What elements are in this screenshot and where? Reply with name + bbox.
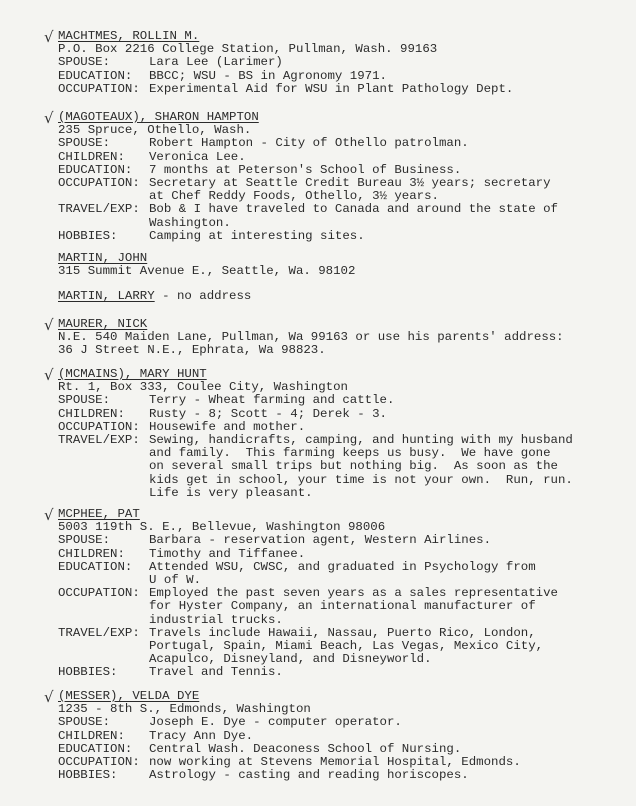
field-label: CHILDREN: <box>58 406 125 421</box>
field-value: Timothy and Tiffanee. <box>149 546 306 561</box>
field-value: Acapulco, Disneyland, and Disneyworld. <box>149 652 432 667</box>
field-value: Terry - Wheat farming and cattle. <box>149 393 395 408</box>
entry-address: P.O. Box 2216 College Station, Pullman, Wash. 99163 <box>58 42 438 57</box>
entry-note: - no address <box>154 289 252 303</box>
directory-entry <box>44 506 618 680</box>
field-label: EDUCATION: <box>58 162 133 177</box>
entry-name: MAURER, NICK <box>58 317 148 331</box>
field-label: EDUCATION: <box>58 741 133 756</box>
check-mark-icon: √ <box>44 109 54 127</box>
entry-name: (MCMAINS), MARY HUNT <box>58 367 207 381</box>
field-value: now working at Stevens Memorial Hospital, Edmonds. <box>149 755 521 770</box>
field-value: Life is very pleasant. <box>149 485 313 500</box>
field-label: OCCUPATION: <box>58 755 140 770</box>
entry-address: 1235 - 8th S., Edmonds, Washington <box>58 702 311 717</box>
field-value: kids get in school, your time is not your own. Run, run. <box>149 472 573 487</box>
entry-name: (MESSER), VELDA DYE <box>58 689 200 703</box>
field-value: and family. This farming keeps us busy. We have gone <box>149 446 551 461</box>
directory-entry <box>44 28 618 96</box>
field-value: Experimental Aid for WSU in Plant Pathology Dept. <box>149 81 514 96</box>
field-label: OCCUPATION: <box>58 419 140 434</box>
directory-entry <box>58 252 618 278</box>
directory-entry <box>44 366 618 500</box>
field-value: Astrology - casting and reading horiscopes. <box>149 768 469 783</box>
field-label: HOBBIES: <box>58 228 118 243</box>
check-mark-icon: √ <box>44 688 54 706</box>
field-label: HOBBIES: <box>58 768 118 783</box>
field-label: CHILDREN: <box>58 546 125 561</box>
check-mark-icon: √ <box>44 316 54 334</box>
check-mark-icon: √ <box>44 506 54 524</box>
field-label: SPOUSE: <box>58 136 111 151</box>
field-value: industrial trucks. <box>149 612 283 627</box>
field-label: SPOUSE: <box>58 715 111 730</box>
field-value: Bob & I have traveled to Canada and around the state of <box>149 202 558 217</box>
field-label: SPOUSE: <box>58 55 111 70</box>
field-label: TRAVEL/EXP: <box>58 202 140 217</box>
field-label: CHILDREN: <box>58 149 125 164</box>
field-label: OCCUPATION: <box>58 586 140 601</box>
field-label: SPOUSE: <box>58 393 111 408</box>
field-value: Secretary at Seattle Credit Bureau 3½ years; secretary <box>149 176 551 191</box>
entry-address: 315 Summit Avenue E., Seattle, Wa. 98102 <box>58 264 356 279</box>
field-label: TRAVEL/EXP: <box>58 433 140 448</box>
field-value: Camping at interesting sites. <box>149 228 365 243</box>
entry-name: MARTIN, LARRY <box>58 289 155 303</box>
field-value: at Chef Reddy Foods, Othello, 3½ years. <box>149 189 439 204</box>
field-value: 7 months at Peterson's School of Business. <box>149 162 462 177</box>
directory-entry <box>44 688 618 783</box>
field-value: Lara Lee (Larimer) <box>149 55 283 70</box>
directory-entry <box>44 109 618 243</box>
check-mark-icon: √ <box>44 366 54 384</box>
field-value: Joseph E. Dye - computer operator. <box>149 715 402 730</box>
field-value: on several small trips but nothing big. As soon as the <box>149 459 558 474</box>
field-label: EDUCATION: <box>58 68 133 83</box>
field-value: Central Wash. Deaconess School of Nursing. <box>149 741 462 756</box>
field-label: TRAVEL/EXP: <box>58 625 140 640</box>
directory-entry <box>58 290 618 303</box>
directory-entry <box>44 316 618 358</box>
field-value: BBCC; WSU - BS in Agronomy 1971. <box>149 68 387 83</box>
field-label: CHILDREN: <box>58 728 125 743</box>
entry-name: (MAGOTEAUX), SHARON HAMPTON <box>58 110 259 124</box>
entry-name: MCPHEE, PAT <box>58 507 140 521</box>
field-value: Attended WSU, CWSC, and graduated in Psychology from <box>149 559 536 574</box>
field-value: Travel and Tennis. <box>149 665 283 680</box>
field-value: Sewing, handicrafts, camping, and hunting with my husband <box>149 433 573 448</box>
field-value: Rusty - 8; Scott - 4; Derek - 3. <box>149 406 387 421</box>
field-value: Travels include Hawaii, Nassau, Puerto Rico, London, <box>149 625 536 640</box>
field-label: SPOUSE: <box>58 533 111 548</box>
entry-address: N.E. 540 Maiden Lane, Pullman, Wa 99163 or use his parents' address: <box>58 330 564 345</box>
field-value: Housewife and mother. <box>149 419 306 434</box>
field-value: Employed the past seven years as a sales representative <box>149 586 558 601</box>
field-value: Portugal, Spain, Miami Beach, Las Vegas, Mexico City, <box>149 639 544 654</box>
field-value: Tracy Ann Dye. <box>149 728 254 743</box>
entry-address: 5003 119th S. E., Bellevue, Washington 98006 <box>58 520 386 535</box>
field-value: Washington. <box>149 215 231 230</box>
entry-address: 235 Spruce, Othello, Wash. <box>58 123 252 138</box>
field-value: Robert Hampton - City of Othello patrolman. <box>149 136 469 151</box>
entry-address: Rt. 1, Box 333, Coulee City, Washington <box>58 380 348 395</box>
field-value: Veronica Lee. <box>149 149 246 164</box>
entry-name: MARTIN, JOHN <box>58 251 148 265</box>
field-label: OCCUPATION: <box>58 176 140 191</box>
entry-name: MACHTMES, ROLLIN M. <box>58 29 200 43</box>
field-value: Barbara - reservation agent, Western Airlines. <box>149 533 492 548</box>
field-label: OCCUPATION: <box>58 81 140 96</box>
field-value: for Hyster Company, an international manufacturer of <box>149 599 536 614</box>
field-value: U of W. <box>149 573 202 588</box>
entry-address: 36 J Street N.E., Ephrata, Wa 98823. <box>58 343 326 358</box>
field-label: HOBBIES: <box>58 665 118 680</box>
field-label: EDUCATION: <box>58 559 133 574</box>
check-mark-icon: √ <box>44 28 54 46</box>
